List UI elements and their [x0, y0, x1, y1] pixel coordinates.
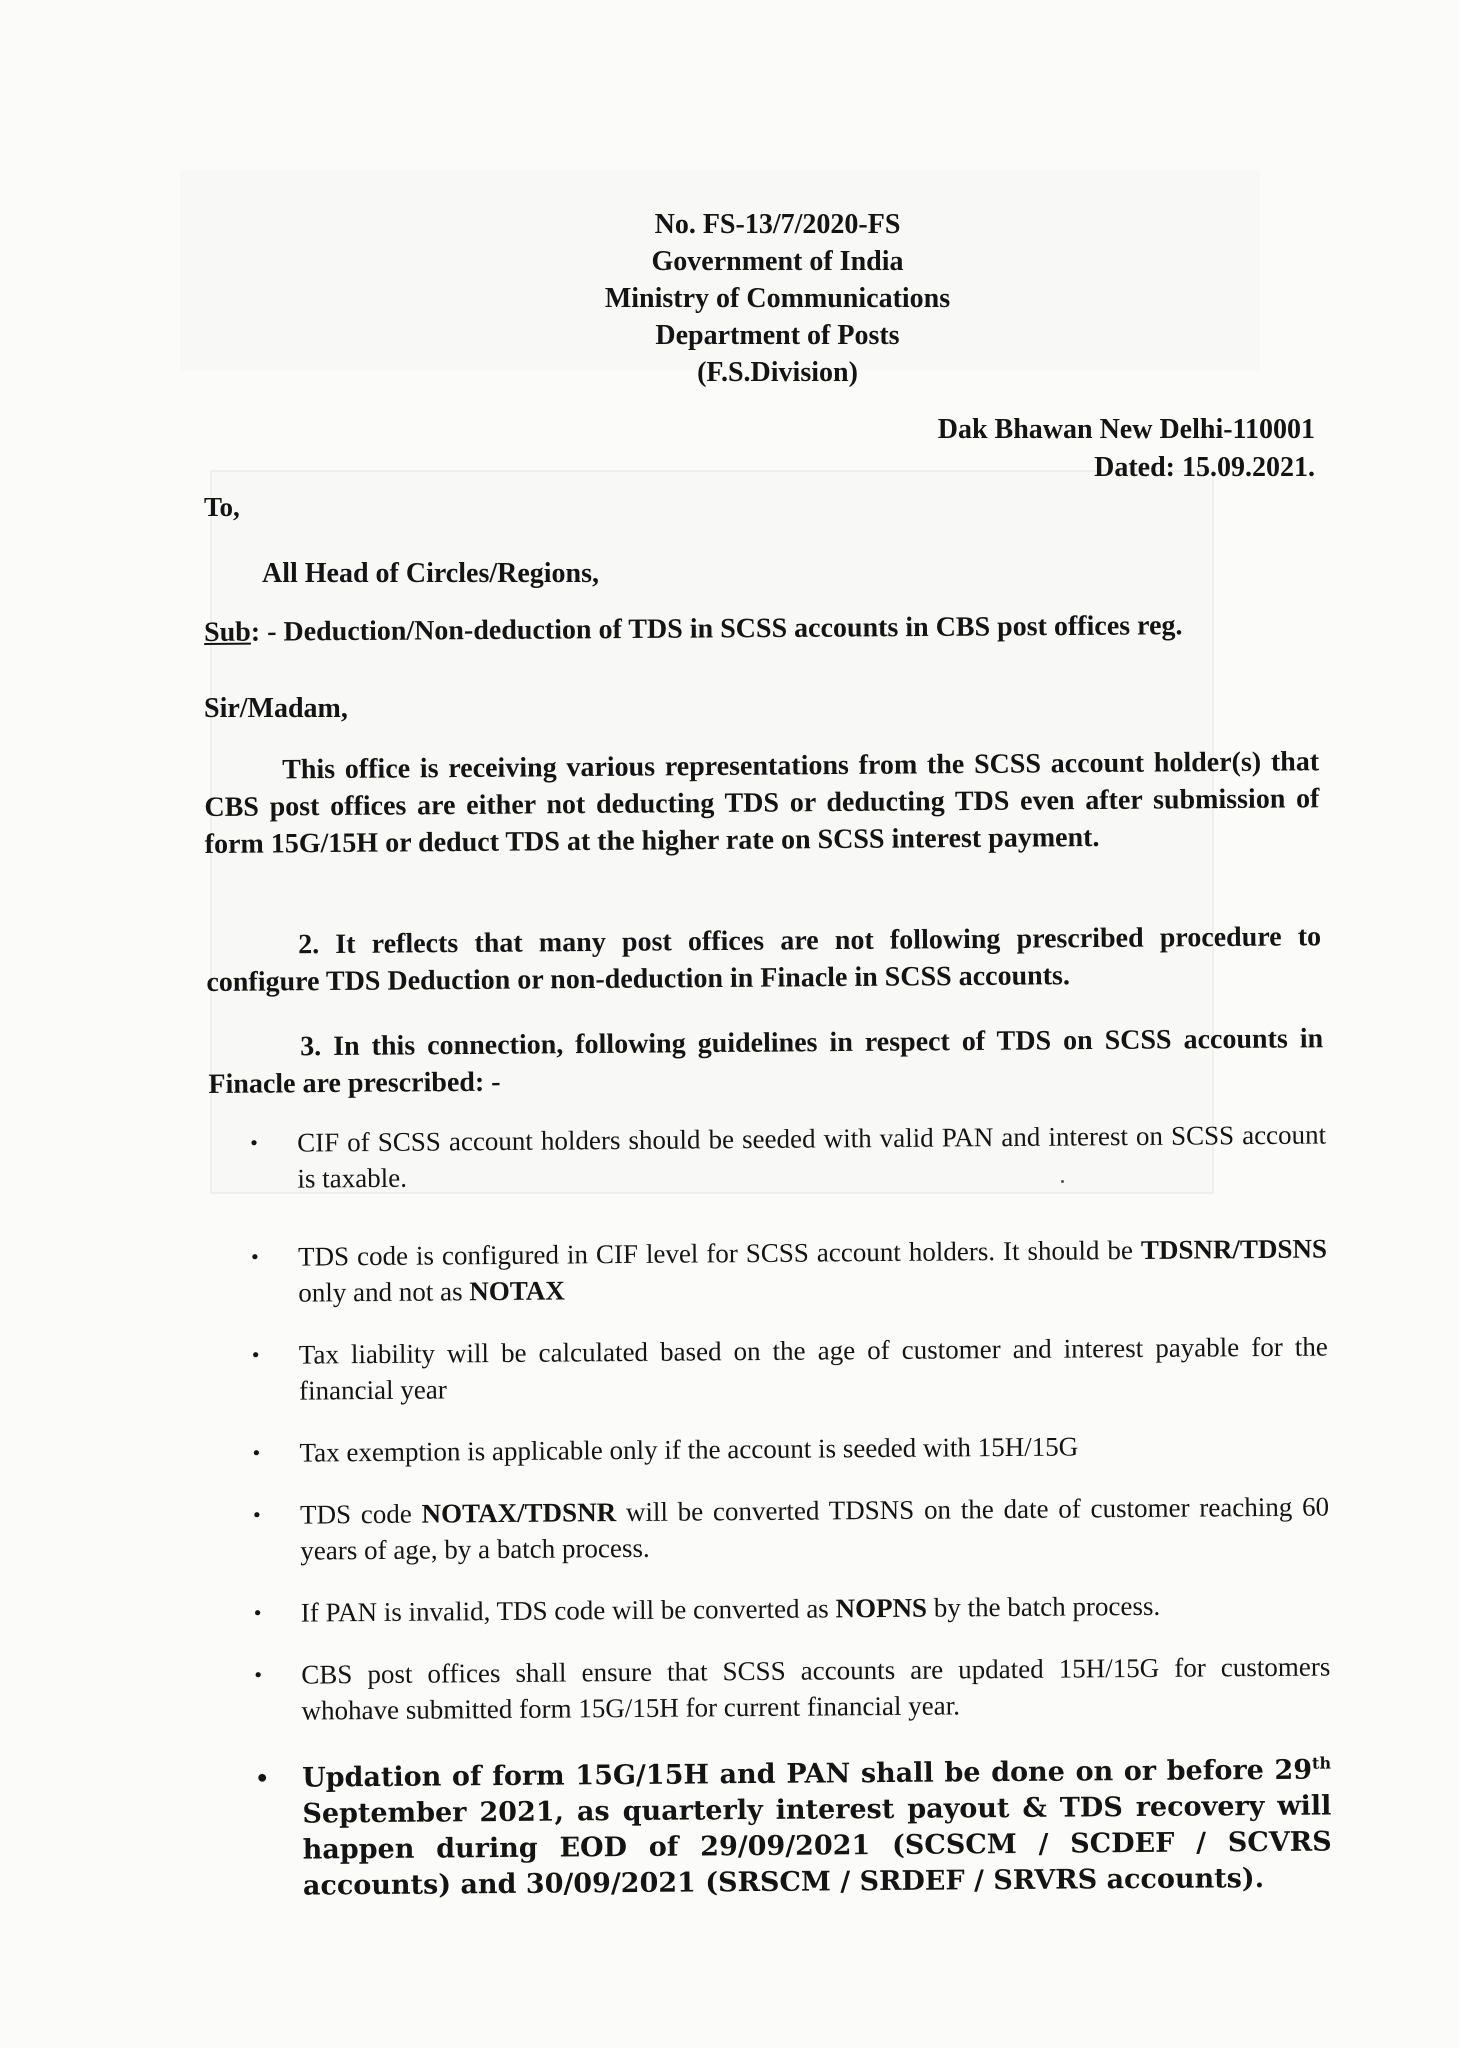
list-item-text: TDS code — [299, 1498, 422, 1530]
department-line: Department of Posts — [655, 320, 900, 351]
file-number: No. FS-13/7/2020-FS — [654, 209, 901, 240]
guidelines-list — [246, 1117, 1332, 1905]
list-item-emphasis: NOTAX — [469, 1275, 565, 1307]
bullet-icon: • — [250, 1129, 258, 1155]
paragraph-2: 2. It reflects that many post offices are not following prescribed procedure to configure TDS Deduction or non-deduction in Finacle in SCSS accounts. — [206, 921, 1322, 998]
list-item-text: If PAN is invalid, TDS code will be converted as — [300, 1593, 836, 1628]
list-item-text: by the batch process. — [926, 1590, 1161, 1623]
list-item — [250, 1587, 1330, 1631]
list-item-emphasis: NOPNS — [835, 1592, 928, 1624]
ministry-line: Ministry of Communications — [604, 283, 951, 314]
place: Dak Bhawan New Delhi-110001 — [937, 414, 1315, 445]
list-item — [250, 1649, 1331, 1729]
salutation: Sir/Madam, — [204, 693, 348, 724]
list-item-text: CIF of SCSS account holders should be seeded with valid PAN and interest on SCSS account is taxable. — [297, 1119, 1327, 1194]
list-item — [246, 1117, 1327, 1197]
addressee: All Head of Circles/Regions, — [262, 558, 600, 589]
list-item-text: Tax liability will be calculated based on the age of customer and interest payable for the financial year — [298, 1331, 1328, 1406]
list-item-text: TDS code is configured in CIF level for SCSS account holders. It should be — [297, 1234, 1142, 1272]
bullet-icon: • — [253, 1599, 262, 1625]
bullet-icon: • — [251, 1341, 260, 1367]
bullet-icon: • — [254, 1661, 263, 1687]
bullet-icon: • — [252, 1439, 261, 1465]
bullet-icon: • — [252, 1501, 261, 1527]
bullet-icon: • — [250, 1243, 259, 1269]
place-and-date — [938, 411, 1315, 487]
scan-speck — [1061, 1180, 1064, 1183]
superscript: th — [1311, 1753, 1332, 1773]
bullet-icon: • — [255, 1765, 270, 1792]
list-item-text: Tax exemption is applicable only if the account is seeded with 15H/15G — [299, 1431, 1079, 1468]
list-item-text: CBS post offices shall ensure that SCSS accounts are updated 15H/15G for customers whohave submitted form 15G/15H for current financial year. — [301, 1651, 1331, 1726]
list-item — [248, 1427, 1328, 1471]
government-line: Government of India — [651, 246, 904, 277]
list-item — [247, 1231, 1328, 1311]
list-item — [248, 1329, 1329, 1409]
subject-text: : - Deduction/Non-deduction of TDS in SCSS accounts in CBS post offices reg. — [250, 610, 1183, 648]
list-item-text: Updation of form 15G/15H and PAN shall be done on or before 29 — [302, 1754, 1313, 1794]
paragraph-3: 3. In this connection, following guidelines in respect of TDS on SCSS accounts in Finacle are prescribed: - — [208, 1023, 1324, 1100]
list-item-text: only and not as — [298, 1276, 470, 1308]
list-item-text: September 2021, as quarterly interest payout & TDS recovery will happen during EOD of 29/09/2021 (SCSCM / SCDEF / SCVRS accounts) and 30/09/2021 (SRSCM / SRDEF / SRVRS accounts). — [302, 1790, 1332, 1902]
list-item — [249, 1489, 1330, 1569]
paragraph-1: This office is receiving various representations from the SCSS account holder(s) that CBS post offices are either not deducting TDS or deducting TDS even after submission of form 15G/15H or deduct TDS at the higher rate on SCSS interest payment. — [204, 746, 1320, 860]
list-item-text: will be converted TDSNS on the date of customer reaching 60 years of age, by a batch process. — [300, 1491, 1330, 1566]
division-line: (F.S.Division) — [697, 357, 858, 388]
list-item-emphasis: NOTAX/TDSNR — [421, 1497, 617, 1529]
to-label: To, — [204, 492, 240, 522]
list-item — [251, 1752, 1332, 1904]
letterhead — [0, 206, 1459, 391]
date: Dated: 15.09.2021. — [1094, 452, 1315, 483]
subject-label: Sub — [204, 616, 251, 648]
subject-line — [204, 610, 1183, 649]
list-item-emphasis: TDSNR/TDSNS — [1140, 1233, 1328, 1265]
